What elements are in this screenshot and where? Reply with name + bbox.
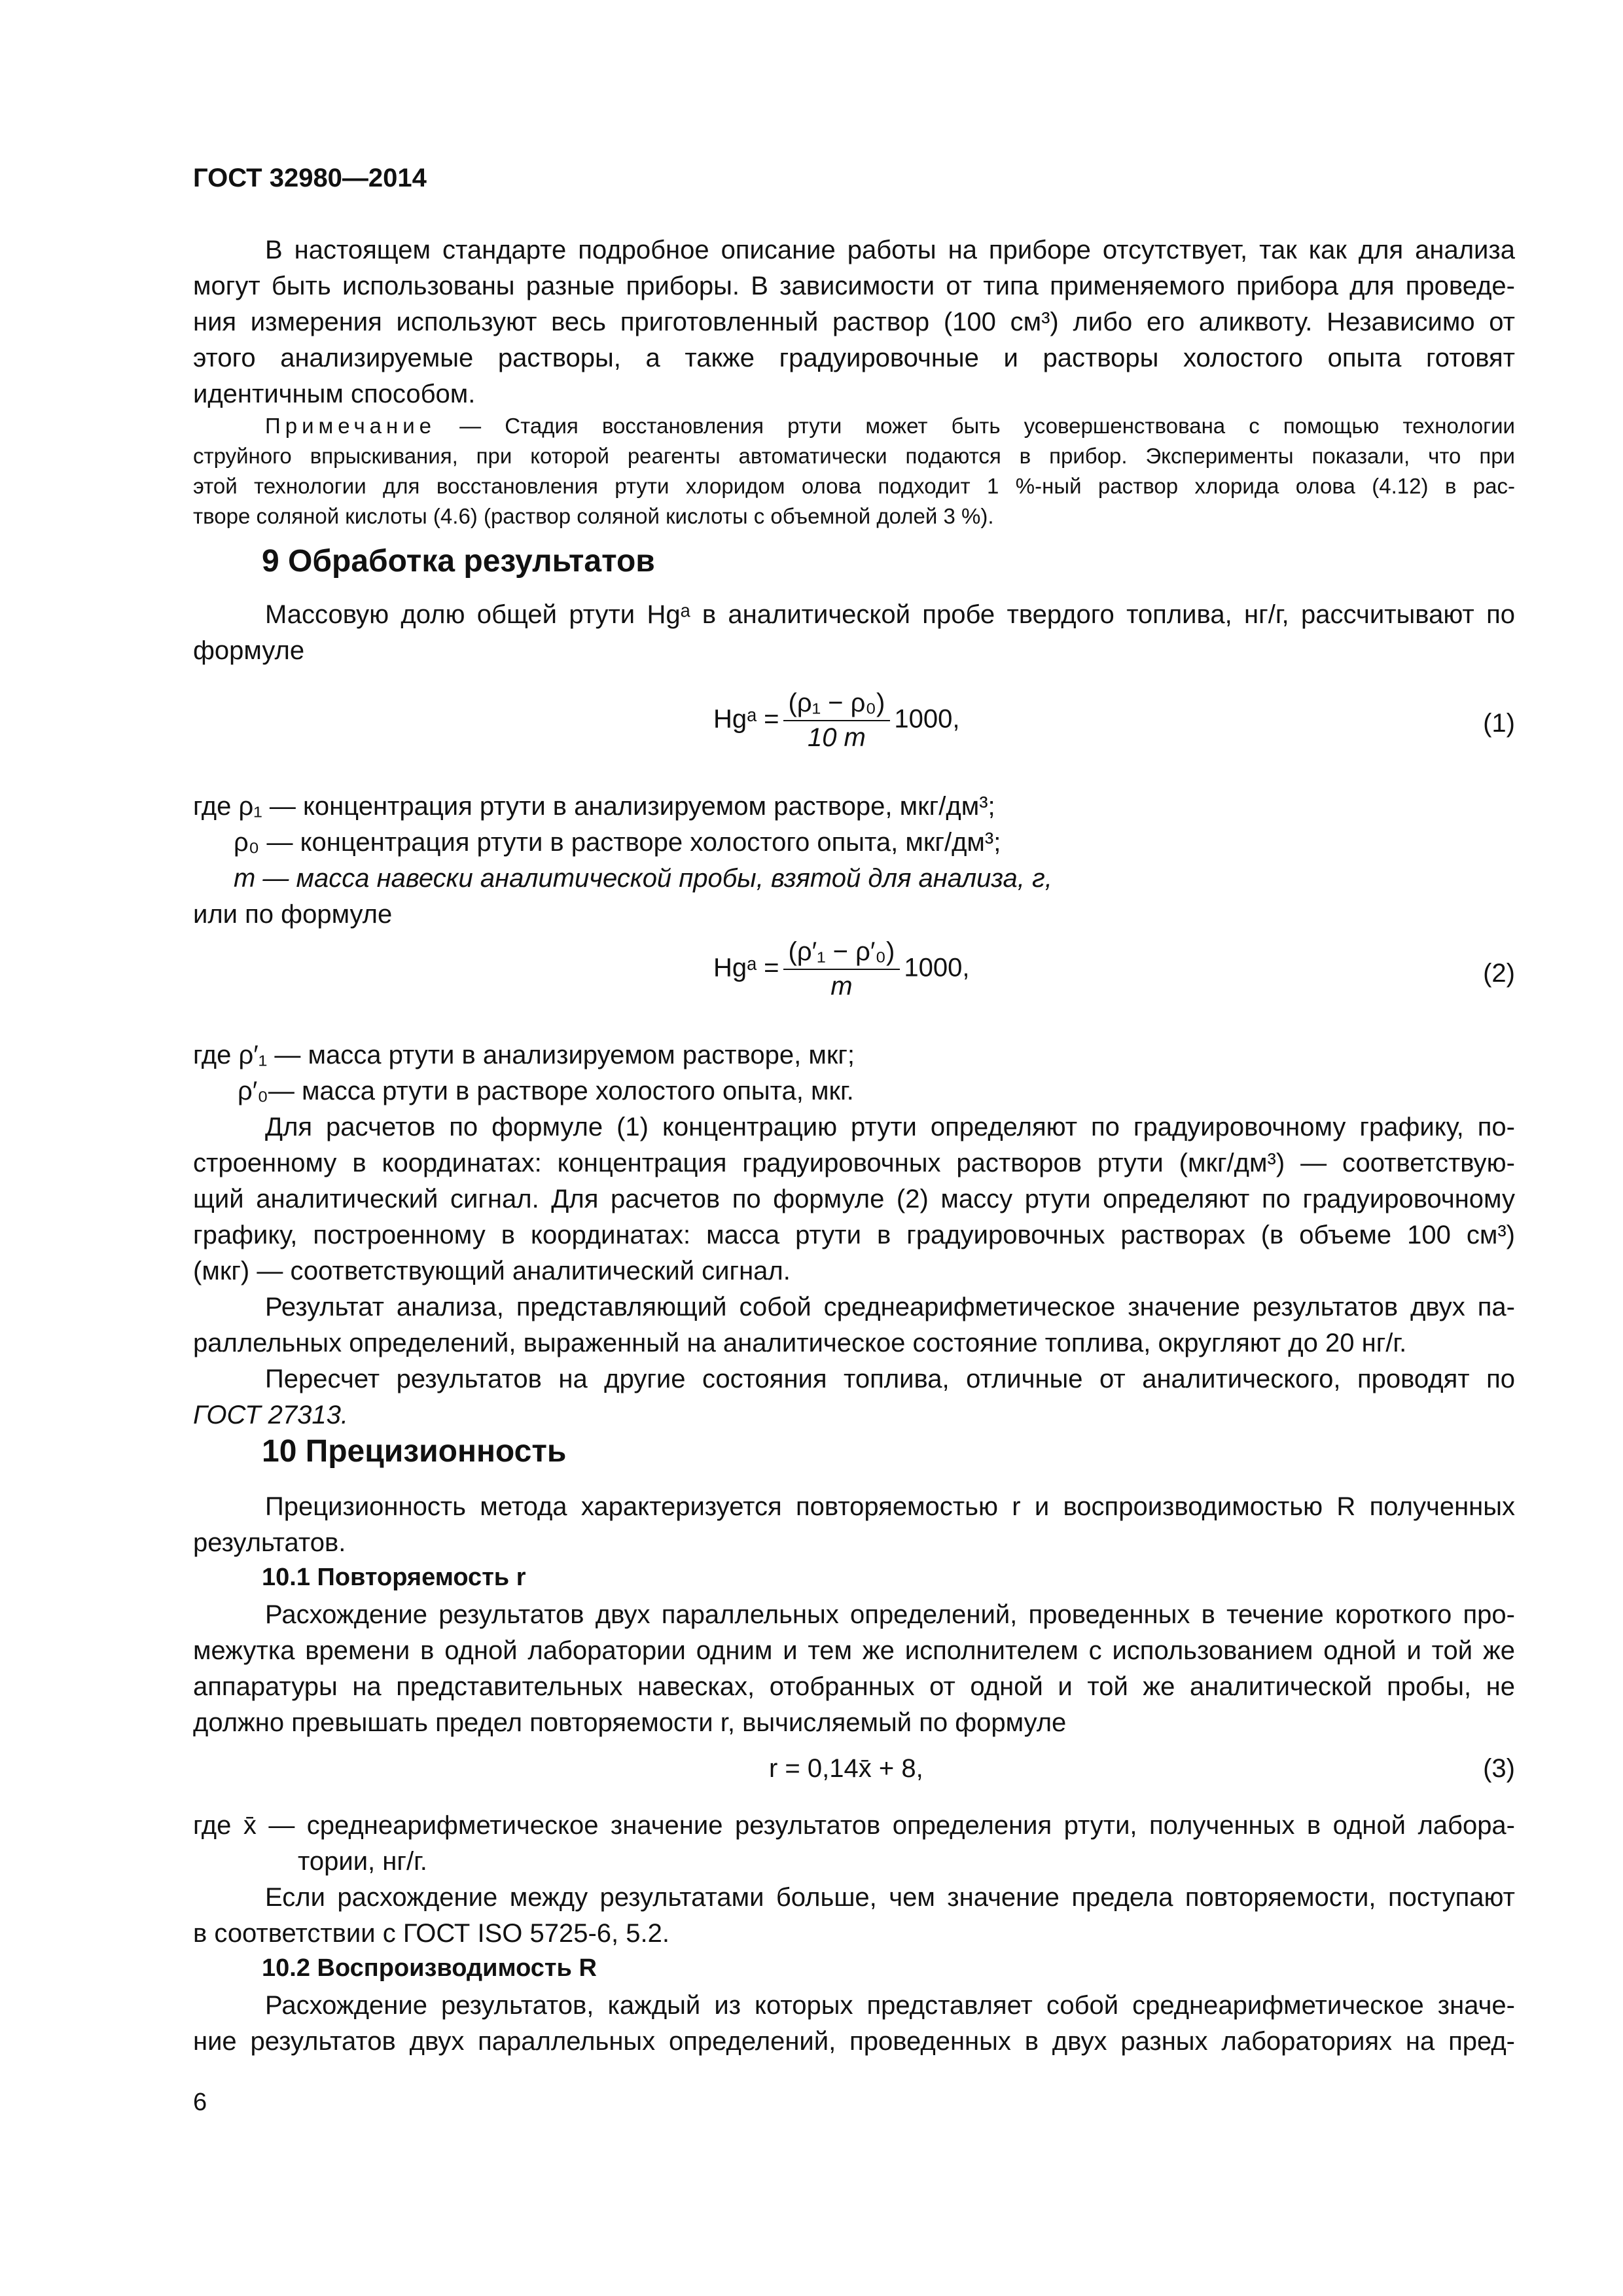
intro-paragraph <box>193 232 1515 412</box>
paragraph <box>193 1109 1515 1289</box>
text-line: Результат анализа, представляющий собой среднеарифметическое значение результатов двух па- <box>265 1293 1515 1321</box>
text-line: строенному в координатах: концентрация градуировочных растворов ртути (мкг/дм³) — соответствую- <box>193 1149 1515 1177</box>
text-line: результатов. <box>193 1528 346 1557</box>
text-line: идентичным способом. <box>193 380 476 408</box>
text-line: или по формуле <box>193 900 393 929</box>
where-block-1 <box>193 789 1515 933</box>
text-line: ρ₀ — концентрация ртути в растворе холостого опыта, мкг/дм³; <box>234 828 1001 857</box>
formula-1 <box>713 687 959 754</box>
text-line: Расхождение результатов двух параллельных определений, проведенных в течение короткого про- <box>265 1600 1515 1629</box>
text-line: этого анализируемые растворы, а также градуировочные и растворы холостого опыта готовят <box>193 344 1515 372</box>
formula-3: r = 0,14x̄ + 8, <box>769 1754 923 1783</box>
text-line: тории, нг/г. <box>298 1847 427 1876</box>
note-block <box>193 411 1515 531</box>
text-line: (мкг) — соответствующий аналитический сигнал. <box>193 1257 791 1285</box>
section10-intro <box>193 1489 1515 1561</box>
text-line: ρ′₀— масса ртути в растворе холостого опыта, мкг. <box>238 1077 854 1105</box>
section-heading: 10 Прецизионность <box>262 1434 567 1469</box>
text-line: раллельных определений, выраженный на аналитическое состояние топлива, округляют до 20 нг/г. <box>193 1329 1407 1357</box>
text-line: Прецизионность метода характеризуется повторяемостью r и воспроизводимостью R полученных <box>265 1492 1515 1521</box>
text-line: Пересчет результатов на другие состояния топлива, отличные от аналитического, проводят по <box>265 1365 1515 1393</box>
text-line: графику, построенному в координатах: масса ртути в градуировочных растворах (в объеме 100 см³) <box>193 1221 1515 1249</box>
subsection-heading: 10.2 Воспроизводимость R <box>262 1954 597 1982</box>
paragraph <box>193 1597 1515 1741</box>
text-line: межутка времени в одной лаборатории одним и тем же исполнителем с использованием одной и той же <box>193 1636 1515 1665</box>
formula-fraction <box>783 687 891 754</box>
equation-number: (2) <box>1483 959 1515 988</box>
text-line: ние результатов двух параллельных определений, проведенных в двух разных лабораториях на пред- <box>193 2027 1515 2056</box>
where-block-3 <box>193 1808 1515 1880</box>
text-line: струйного впрыскивания, при которой реагенты автоматически подаются в прибор. Эксперименты показали, что при <box>193 444 1515 468</box>
note-label: Примечание <box>265 414 437 438</box>
formula-fraction <box>783 936 901 1003</box>
text-line: этой технологии для восстановления ртути хлоридом олова подходит 1 %-ный раствор хлорида олова (4.12) в рас- <box>193 474 1515 498</box>
text-line: творе соляной кислоты (4.6) (раствор соляной кислоты с объемной долей 3 %). <box>193 504 994 528</box>
text-line: Для расчетов по формуле (1) концентрацию ртути определяют по градуировочному графику, по- <box>265 1113 1515 1141</box>
formula-rhs: 1000, <box>904 953 970 982</box>
text-line: в соответствии с ГОСТ ISO 5725-6, 5.2. <box>193 1919 669 1948</box>
text-line: ГОСТ 27313. <box>193 1401 348 1429</box>
text-line: аппаратуры на представительных навесках, отобранных от одной и той же аналитической пробы, не <box>193 1672 1515 1701</box>
text-line: Если расхождение между результатами больше, чем значение предела повторяемости, поступают <box>265 1883 1515 1912</box>
formula-rhs: 1000, <box>894 704 960 734</box>
fraction-numerator: (ρ₁ − ρ₀) <box>783 687 891 721</box>
text-line: могут быть использованы разные приборы. В зависимости от типа применяемого прибора для проведе- <box>193 272 1515 300</box>
text-line: — Стадия восстановления ртути может быть усовершенствована с помощью технологии <box>436 414 1515 438</box>
fraction-numerator: (ρ′₁ − ρ′₀) <box>783 936 901 970</box>
standard-number: ГОСТ 32980—2014 <box>193 164 427 192</box>
page-number: 6 <box>193 2089 207 2116</box>
text-line: ния измерения используют весь приготовленный раствор (100 см³) либо его аликвоту. Независимо от <box>193 308 1515 336</box>
equation-number: (3) <box>1483 1754 1515 1783</box>
text-line: Расхождение результатов, каждый из которых представляет собой среднеарифметическое значе- <box>265 1991 1515 2020</box>
formula-lhs: Hgᵃ = <box>713 704 779 734</box>
text-line: формуле <box>193 636 305 665</box>
paragraph <box>193 1988 1515 2060</box>
text-line: Массовую долю общей ртути Hgᵃ в аналитической пробе твердого топлива, нг/г, рассчитывают по <box>265 600 1515 629</box>
text-line: m — масса навески аналитической пробы, взятой для анализа, г, <box>234 864 1052 893</box>
equation-number: (1) <box>1483 709 1515 738</box>
text-line: где ρ₁ — концентрация ртути в анализируемом растворе, мкг/дм³; <box>193 792 995 821</box>
text-line: должно превышать предел повторяемости r, вычисляемый по формуле <box>193 1708 1067 1737</box>
where-block-2 <box>193 1037 1515 1109</box>
formula-lhs: Hgᵃ = <box>713 953 779 982</box>
subsection-heading: 10.1 Повторяемость r <box>262 1564 526 1591</box>
section9-intro <box>193 597 1515 669</box>
paragraph <box>193 1361 1515 1433</box>
fraction-denominator: m <box>830 972 853 1001</box>
text-line: В настоящем стандарте подробное описание работы на приборе отсутствует, так как для анализа <box>265 236 1515 264</box>
paragraph <box>193 1289 1515 1361</box>
formula-2 <box>713 936 969 1003</box>
paragraph <box>193 1880 1515 1952</box>
text-line: щий аналитический сигнал. Для расчетов по формуле (2) массу ртути определяют по градуировочному <box>193 1185 1515 1213</box>
text-line: где ρ′₁ — масса ртути в анализируемом растворе, мкг; <box>193 1041 855 1069</box>
section-heading: 9 Обработка результатов <box>262 544 655 579</box>
text-line: где x̄ — среднеарифметическое значение результатов определения ртути, полученных в одной лабора- <box>193 1811 1515 1840</box>
fraction-denominator: 10 m <box>807 723 866 752</box>
